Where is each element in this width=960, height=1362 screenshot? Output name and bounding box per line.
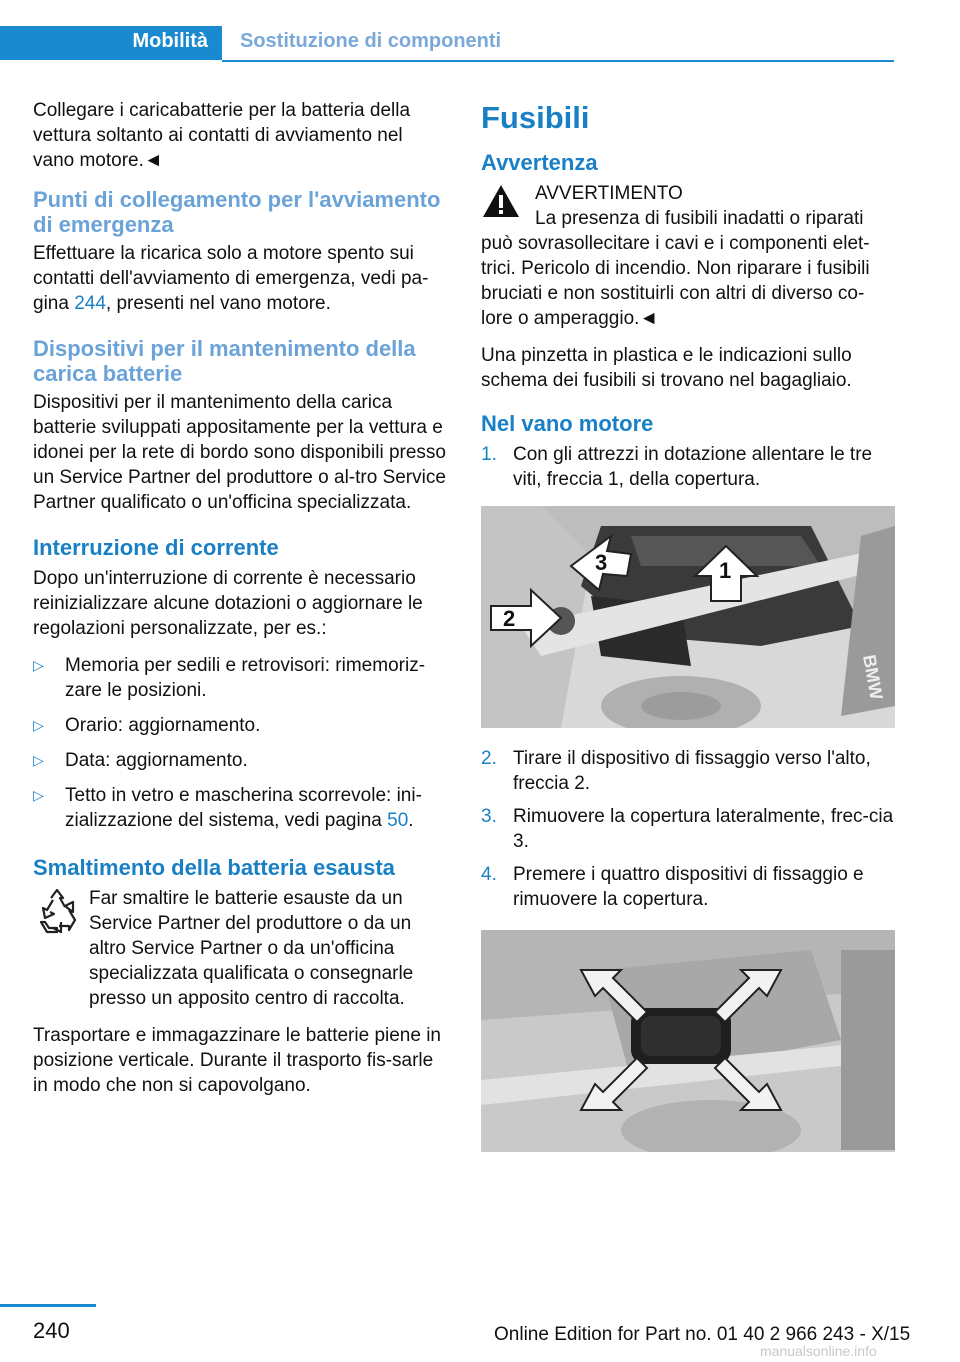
online-edition-note: Online Edition for Part no. 01 40 2 966 243 - X/15 <box>494 1324 911 1345</box>
recycle-icon <box>33 888 81 943</box>
list-item: 1. Con gli attrezzi in dotazione allentare le tre viti, freccia 1, della copertura. <box>481 444 873 490</box>
list-item: ▷ Data: aggiornamento. <box>33 750 248 771</box>
page-header <box>0 0 960 62</box>
page-link-50[interactable]: 50 <box>387 810 409 831</box>
engine-compartment-figure-1 <box>481 506 895 728</box>
heading-fuses: Fusibili <box>481 100 590 135</box>
heading-battery-disposal: Smaltimento della batteria esausta <box>33 855 395 880</box>
left-column <box>33 98 449 1110</box>
battery-maintainer-paragraph: Dispositivi per il mantenimento della carica batterie sviluppati appositamente per la vettura e idonei per la rete di bordo sono disponibili presso un Service Partner del produttore o al‐tro Service Partner qualificato o un'officina specializzata. <box>33 392 446 513</box>
step-number: 4. <box>481 864 497 885</box>
bullet-marker: ▷ <box>33 752 44 768</box>
right-column <box>481 98 895 1170</box>
list-item: 4. Premere i quattro dispositivi di fissaggio e rimuovere la copertura. <box>481 864 864 910</box>
engine-compartment-figure-2 <box>481 930 895 1152</box>
heading-warning: Avvertenza <box>481 150 598 175</box>
arrow-label-2: 2 <box>503 606 516 631</box>
bmw-logo: BMW <box>859 653 887 701</box>
heading-battery-maintainer: Dispositivi per il mantenimento della carica batterie <box>33 336 416 386</box>
jump-start-paragraph: Effettuare la ricarica solo a motore spento sui contatti dell'avviamento di emergenza, vedi pa‐gina 244, presenti nel vano motore. <box>33 243 429 314</box>
list-item: ▷ Orario: aggiornamento. <box>33 715 261 736</box>
bullet-list <box>33 653 449 833</box>
step-number: 1. <box>481 444 497 465</box>
footer-rule <box>0 1304 96 1307</box>
step-number: 3. <box>481 806 497 827</box>
steps-list-a <box>481 442 895 492</box>
bullet-marker: ▷ <box>33 717 44 733</box>
list-item: ▷ Tetto in vetro e mascherina scorrevole: ini‐zializzazione del sistema, vedi pagina 50. <box>33 785 422 831</box>
list-item: ▷ Memoria per sedili e retrovisori: rimemoriz‐zare le posizioni. <box>33 655 426 701</box>
transport-paragraph: Trasportare e immagazzinare le batterie piene in posizione verticale. Durante il trasporto fis‐sarle in modo che non si capovolgano. <box>33 1025 441 1096</box>
heading-power-interruption: Interruzione di corrente <box>33 535 279 560</box>
bullet-marker: ▷ <box>33 657 44 673</box>
section-tab <box>0 26 222 60</box>
warning-triangle-icon <box>481 183 521 226</box>
list-item: 3. Rimuovere la copertura lateralmente, frec‐cia 3. <box>481 806 894 852</box>
warning-block <box>481 181 895 331</box>
bullet-marker: ▷ <box>33 787 44 803</box>
arrow-label-3: 3 <box>595 550 608 575</box>
disposal-paragraph: Far smaltire le batterie esauste da un Service Partner del produttore o da un altro Service Partner o da un'officina specializzata qualificata o consegnarle presso un apposito centro di raccolta. <box>89 888 414 1009</box>
page-link-244[interactable]: 244 <box>74 293 106 314</box>
section-title: Mobilità <box>132 30 208 52</box>
heading-engine-compartment: Nel vano motore <box>481 411 654 436</box>
tweezers-paragraph: Una pinzetta in plastica e le indicazioni sullo schema dei fusibili si trovano nel bagagliaio. <box>481 345 852 391</box>
steps-list-b <box>481 746 895 912</box>
warning-text: La presenza di fusibili inadatti o riparati può sovrasollecitare i cavi e i componenti elet‐trici. Pericolo di incendio. Non riparare i fusibili bruciati e non sostituirli con altri di diverso co‐lore o amperaggio.◄ <box>481 208 870 329</box>
step-number: 2. <box>481 748 497 769</box>
subsection-title: Sostituzione di componenti <box>240 30 502 52</box>
arrow-label-1: 1 <box>719 558 732 583</box>
power-interruption-paragraph: Dopo un'interruzione di corrente è necessario reinizializzare alcune dotazioni o aggiornare le regolazioni personalizzate, per es.: <box>33 568 423 639</box>
page-number: 240 <box>33 1318 70 1343</box>
list-item: 2. Tirare il dispositivo di fissaggio verso l'alto, freccia 2. <box>481 748 871 794</box>
warning-label: AVVERTIMENTO <box>535 183 683 204</box>
header-rule <box>222 60 894 62</box>
intro-paragraph: Collegare i caricabatterie per la batteria della vettura soltanto ai contatti di avviamento nel vano motore.◄ <box>33 100 411 171</box>
heading-jump-start: Punti di collegamento per l'avviamento di emergenza <box>33 187 441 237</box>
watermark: manualsonline.info <box>760 1343 877 1359</box>
disposal-block <box>33 886 449 1011</box>
